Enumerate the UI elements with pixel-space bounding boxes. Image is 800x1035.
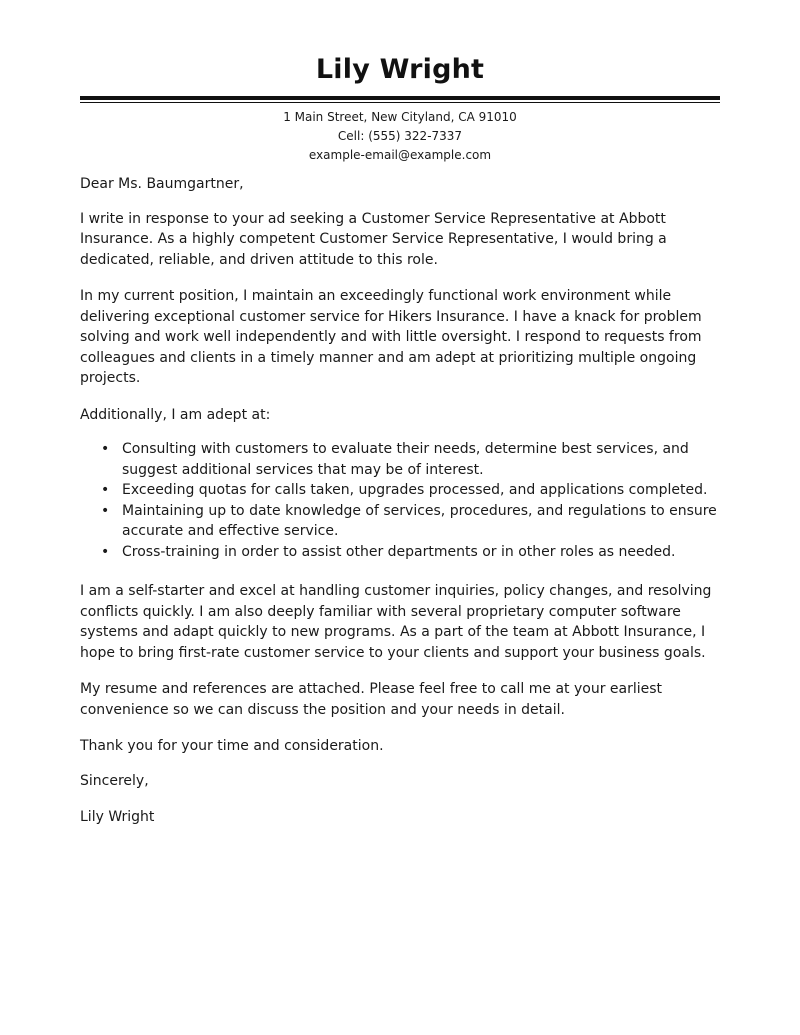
bullet-icon: •: [101, 543, 110, 560]
bullet-icon: •: [101, 502, 110, 519]
applicant-name: Lily Wright: [315, 54, 485, 85]
address-line: 1 Main Street, New Cityland, CA 91010: [283, 110, 517, 124]
phone-line: Cell: (555) 322-7337: [337, 129, 463, 143]
contact-block: [0, 108, 800, 165]
header-rule-thick: [80, 96, 720, 100]
list-item-text: Consulting with customers to evaluate their needs, determine best services, and suggest additional services that may be of interest.: [122, 441, 689, 478]
list-item: [80, 542, 720, 563]
paragraph-attachments: My resume and references are attached. Please feel free to call me at your earliest convenience so we can discuss the position and your needs in detail.: [80, 681, 663, 718]
letter-body: [80, 174, 720, 844]
email-line: example-email@example.com: [308, 148, 492, 162]
list-item: [80, 501, 720, 542]
list-item-text: Cross-training in order to assist other departments or in other roles as needed.: [122, 543, 676, 560]
list-item-text: Maintaining up to date knowledge of services, procedures, and regulations to ensure accurate and effective service.: [122, 502, 717, 539]
skills-list: [80, 439, 720, 562]
bullet-icon: •: [101, 441, 110, 457]
bullet-icon: •: [101, 482, 110, 498]
header-rule-thin: [80, 102, 720, 103]
list-item: [80, 480, 720, 501]
salutation: Dear Ms. Baumgartner,: [80, 176, 244, 192]
paragraph-thanks: Thank you for your time and consideration.: [80, 738, 384, 754]
list-item: [80, 439, 720, 480]
paragraph-intro: I write in response to your ad seeking a Customer Service Representative at Abbott Insurance. As a highly competent Customer Service Representative, I would bring a dedicated, reliable, and driven attitude to this role.: [80, 210, 667, 268]
paragraph-current-position: In my current position, I maintain an exceedingly functional work environment while delivering exceptional customer service for Hikers Insurance. I have a knack for problem solving and work well independently and with little oversight. I respond to requests from colleagues and clients in a timely manner and am adept at prioritizing multiple ongoing projects.: [80, 288, 702, 386]
list-item-text: Exceeding quotas for calls taken, upgrades processed, and applications completed.: [122, 482, 708, 498]
paragraph-self-starter: I am a self-starter and excel at handling customer inquiries, policy changes, and resolving conflicts quickly. I am also deeply familiar with several proprietary computer software systems and adapt quickly to new programs. As a part of the team at Abbott Insurance, I hope to bring first-rate customer service to your clients and support your business goals.: [80, 583, 712, 661]
closing: Sincerely,: [80, 772, 149, 789]
list-intro: Additionally, I am adept at:: [80, 406, 271, 423]
signature: Lily Wright: [80, 809, 155, 825]
